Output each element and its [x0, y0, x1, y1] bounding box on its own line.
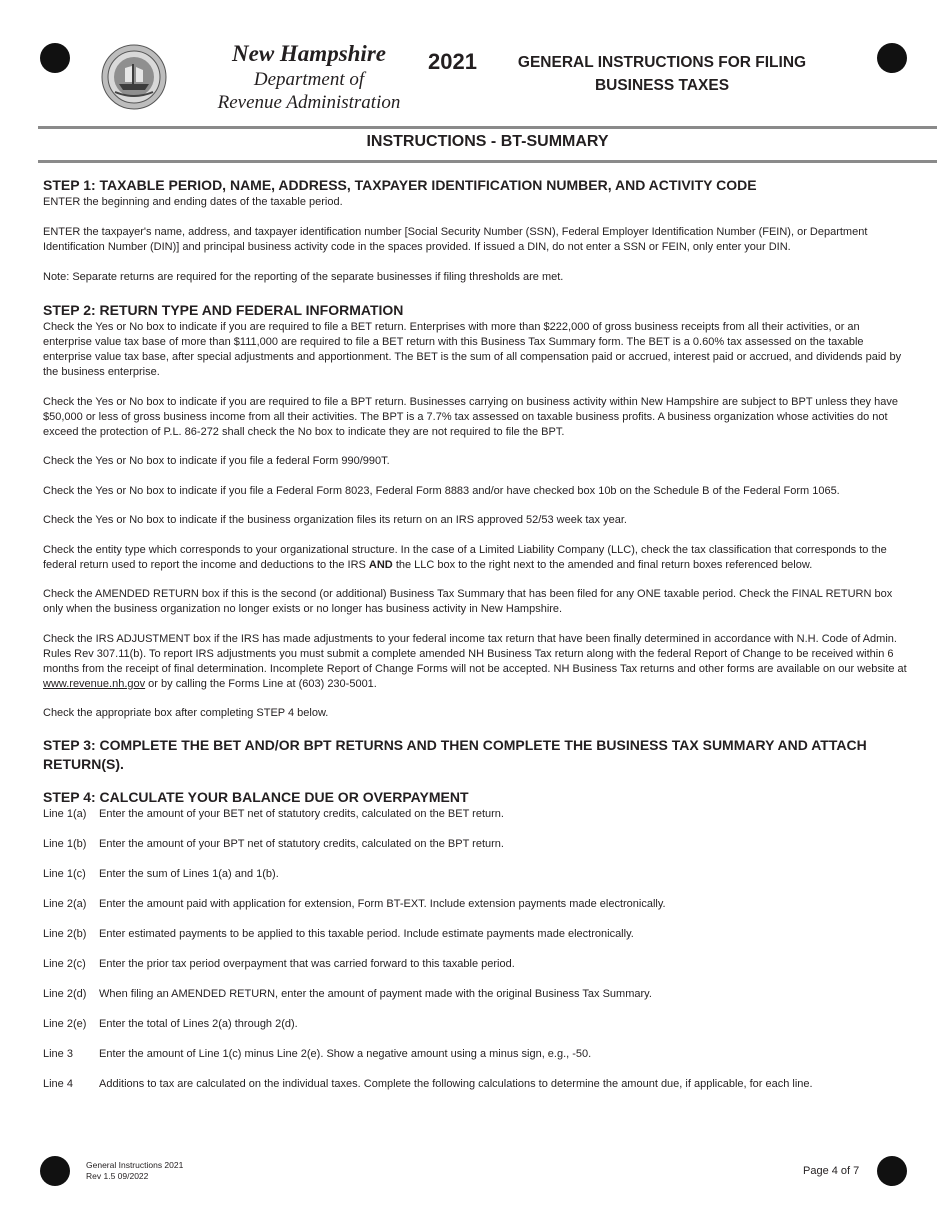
line-label: Line 1(c)	[43, 867, 86, 880]
step1-heading: STEP 1: TAXABLE PERIOD, NAME, ADDRESS, TAXPAYER IDENTIFICATION NUMBER, AND ACTIVITY CODE	[43, 177, 757, 193]
text-run: the LLC box to the right next to the amended and final return boxes referenced below.	[392, 558, 813, 571]
line-label: Line 4	[43, 1077, 73, 1090]
step2-heading: STEP 2: RETURN TYPE AND FEDERAL INFORMATION	[43, 302, 404, 318]
step2-paragraph: Check the AMENDED RETURN box if this is the second (or additional) Business Tax Summary that has been filed for any ONE taxable period. Check the FINAL RETURN box only when the business organization no longer exists or no longer has business activity in New Hampshire.	[43, 588, 893, 615]
line-label: Line 2(b)	[43, 927, 87, 940]
line-label: Line 2(e)	[43, 1017, 87, 1030]
step3-heading: STEP 3: COMPLETE THE BET AND/OR BPT RETURNS AND THEN COMPLETE THE BUSINESS TAX SUMMARY AND ATTACH RETURN(S).	[43, 736, 867, 772]
line-text: Enter the amount paid with application for extension, Form BT-EXT. Include extension payments made electronically.	[99, 897, 666, 910]
step2-paragraph: Check the Yes or No box to indicate if you are required to file a BET return. Enterprises with more than $222,000 of gross business receipts from all their activities, or an enterprise value tax base of more than $111,000 are required to file a BET return with this Business Tax Summary form. The BET is a 0.60% tax assessed on the taxable enterprise value tax base, after special adjustments and apportionment. The BET is the sum of all compensation paid or accrued, interest paid or accrued, and dividends paid by the business enterprise.	[43, 321, 902, 378]
step4-heading: STEP 4: CALCULATE YOUR BALANCE DUE OR OVERPAYMENT	[43, 788, 469, 805]
line-text: Enter the prior tax period overpayment that was carried forward to this taxable period.	[99, 957, 515, 970]
section-divider	[38, 160, 937, 163]
line-item	[43, 987, 908, 1002]
line-label: Line 2(d)	[43, 987, 87, 1000]
step1-paragraph: ENTER the taxpayer's name, address, and taxpayer identification number [Social Security Number (SSN), Federal Employer Identification Number (FEIN), or Department Identification Number (DIN)] and principal business activity code in the spaces provided. If issued a DIN, do not enter a SSN or FEIN, only enter your DIN.	[43, 226, 868, 253]
hole-punch-dot-bottom-left	[40, 1156, 70, 1186]
document-title-line-2: BUSINESS TAXES	[594, 77, 730, 94]
section-title: INSTRUCTIONS - BT-SUMMARY	[366, 133, 609, 150]
hole-punch-dot-bottom-right	[877, 1156, 907, 1186]
state-seal-icon	[101, 44, 167, 110]
document-title-line-1: GENERAL INSTRUCTIONS FOR FILING	[517, 54, 807, 71]
agency-subtitle-1: Department of	[253, 69, 365, 90]
line-item	[43, 867, 908, 882]
step1-paragraph: ENTER the beginning and ending dates of the taxable period.	[43, 196, 343, 208]
line-item	[43, 897, 908, 912]
line-label: Line 2(a)	[43, 897, 87, 910]
step2-paragraph	[43, 632, 908, 692]
step2-paragraph: Check the Yes or No box to indicate if the business organization files its return on an IRS approved 52/53 week tax year.	[43, 514, 627, 526]
line-label: Line 1(a)	[43, 807, 87, 820]
line-text: Enter estimated payments to be applied to this taxable period. Include estimate payments made electronically.	[99, 927, 634, 940]
line-text: Enter the amount of your BPT net of statutory credits, calculated on the BPT return.	[99, 837, 504, 850]
step2-paragraph: Check the appropriate box after completing STEP 4 below.	[43, 707, 329, 719]
step2-paragraph: Check the Yes or No box to indicate if you are required to file a BPT return. Businesses carrying on business activity within New Hampshire are subject to BPT unless they have $50,000 or less of gross business income from all their activities. The BPT is a 7.7% tax assessed on taxable business profits. A business organization whose activities do not exceed the protection of P.L. 86-272 shall check the No box to indicate they are not required to file the BPT.	[43, 395, 898, 438]
step4-line-list	[43, 807, 908, 1092]
instructions-body	[43, 176, 908, 1107]
line-text: Enter the amount of Line 1(c) minus Line 2(e). Show a negative amount using a minus sign, e.g., -50.	[99, 1047, 592, 1060]
line-label: Line 1(b)	[43, 837, 87, 850]
footer-revision: Rev 1.5 09/2022	[86, 1171, 149, 1181]
line-item	[43, 957, 908, 972]
line-item	[43, 1017, 908, 1032]
step2-paragraph: Check the Yes or No box to indicate if you file a Federal Form 8023, Federal Form 8883 and/or have checked box 10b on the Schedule B of the Federal Form 1065.	[43, 484, 840, 497]
text-run: Check the entity type which corresponds to your organizational structure. In the case of a Limited Liability Company (LLC), check the tax classification that corresponds to the federal return used to report the income and deductions to the IRS	[43, 543, 887, 571]
line-text: Enter the amount of your BET net of statutory credits, calculated on the BET return.	[99, 807, 504, 820]
step2-paragraph	[43, 543, 908, 573]
agency-name-block	[196, 40, 422, 114]
line-text: Enter the sum of Lines 1(a) and 1(b).	[99, 867, 279, 880]
line-item	[43, 1077, 908, 1092]
top-divider	[38, 126, 937, 129]
text-run: or by calling the Forms Line at (603) 230-5001.	[145, 677, 377, 690]
line-text: When filing an AMENDED RETURN, enter the amount of payment made with the original Business Tax Summary.	[99, 987, 652, 1000]
hole-punch-dot-top-left	[40, 43, 70, 73]
line-item	[43, 1047, 908, 1062]
line-label: Line 3	[43, 1047, 73, 1060]
line-text: Enter the total of Lines 2(a) through 2(d).	[99, 1017, 298, 1030]
document-title	[490, 51, 834, 97]
hole-punch-dot-top-right	[877, 43, 907, 73]
page-number: Page 4 of 7	[803, 1165, 860, 1177]
agency-name: New Hampshire	[232, 41, 386, 66]
line-item	[43, 837, 908, 852]
text-run: Check the IRS ADJUSTMENT box if the IRS has made adjustments to your federal income tax return that have been finally determined in accordance with N.H. Code of Admin. Rules Rev 307.11(b). To report IRS adjustments you must submit a complete amended NH Business Tax return along with the federal Report of Change to be received within 6 months from the receipt of final determination. Incomplete Report of Change Forms will not be accepted. NH Business Tax returns and other forms are available on our website at	[43, 632, 907, 675]
footer-document-info	[86, 1160, 183, 1182]
revenue-website-link[interactable]: www.revenue.nh.gov	[43, 677, 146, 690]
emphasis-and: AND	[368, 558, 393, 571]
footer-doc-name: General Instructions 2021	[86, 1160, 184, 1170]
form-year: 2021	[428, 49, 477, 74]
step1-note: Note: Separate returns are required for the reporting of the separate businesses if filing thresholds are met.	[43, 271, 564, 283]
line-item	[43, 807, 908, 822]
line-label: Line 2(c)	[43, 957, 86, 970]
step2-paragraph: Check the Yes or No box to indicate if you file a federal Form 990/990T.	[43, 455, 390, 467]
agency-subtitle-2: Revenue Administration	[217, 92, 401, 113]
line-text: Additions to tax are calculated on the individual taxes. Complete the following calculations to determine the amount due, if applicable, for each line.	[99, 1077, 813, 1090]
line-item	[43, 927, 908, 942]
